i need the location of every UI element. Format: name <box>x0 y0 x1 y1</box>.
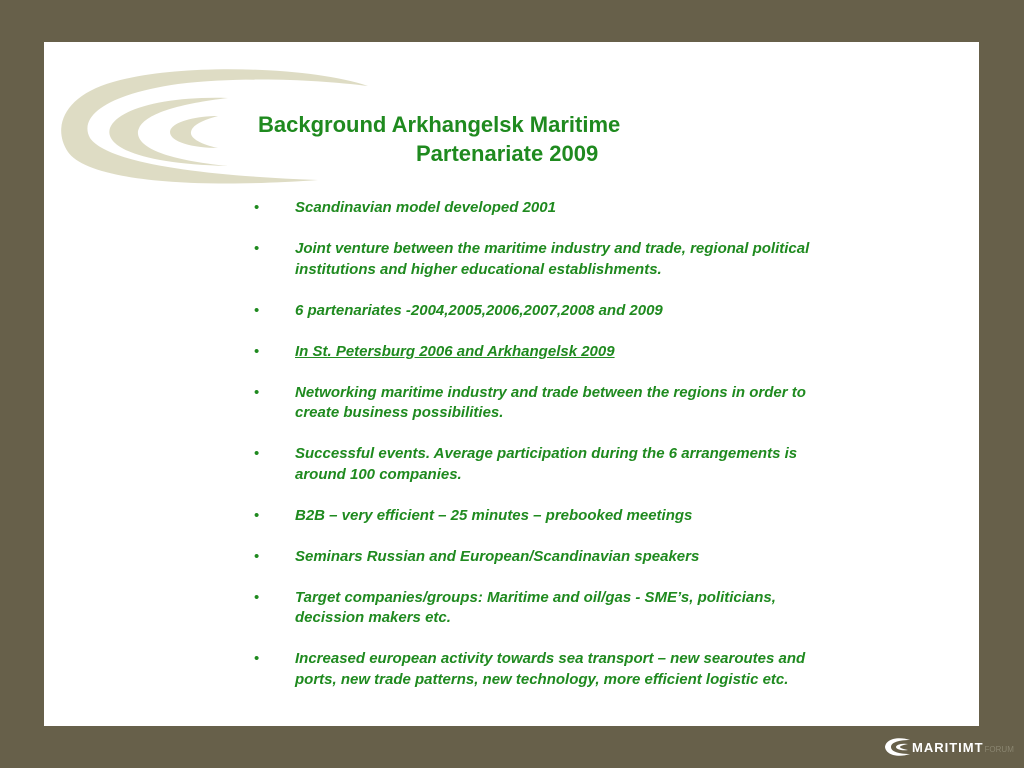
brand-suffix: FORUM <box>984 744 1014 754</box>
bullet-item <box>254 444 814 485</box>
bullet-text: Target companies/groups: Maritime and oil/gas - SME’s, politicians, decission makers etc. <box>295 588 776 626</box>
bullet-item <box>254 649 814 690</box>
bullet-text: Successful events. Average participation during the 6 arrangements is around 100 companies. <box>295 445 798 483</box>
bullet-list <box>254 198 814 711</box>
bullet-text: B2B – very efficient – 25 minutes – prebooked meetings <box>295 506 693 524</box>
bullet-item <box>254 239 814 280</box>
bullet-dot: • <box>254 650 260 667</box>
bullet-text: Scandinavian model developed 2001 <box>295 199 556 216</box>
brand-logo <box>884 737 1014 757</box>
bullet-dot: • <box>254 240 260 257</box>
title-line-2: Partenariate 2009 <box>416 141 599 166</box>
slide-title <box>258 110 620 168</box>
bullet-dot: • <box>254 547 260 565</box>
bullet-dot: • <box>254 383 260 401</box>
bullet-item <box>254 588 814 629</box>
bullet-dot: • <box>254 445 260 462</box>
bullet-text: Increased european activity towards sea transport – new searoutes and ports, new trade patterns, new technology, more efficient logistic etc. <box>295 650 806 688</box>
bullet-item <box>254 342 814 363</box>
bullet-text: Joint venture between the maritime industry and trade, regional political institutions and higher educational establishments. <box>295 240 810 278</box>
slide <box>44 42 979 726</box>
bullet-item <box>254 198 814 219</box>
title-line-1: Background Arkhangelsk Maritime <box>258 112 621 137</box>
brand-name: MARITIMT <box>912 739 984 755</box>
bullet-text: In St. Petersburg 2006 and Arkhangelsk 2009 <box>295 342 615 360</box>
maritimt-logo-icon <box>884 737 912 757</box>
bullet-item <box>254 383 814 424</box>
bullet-text: Seminars Russian and European/Scandinavian speakers <box>295 547 700 565</box>
bullet-dot: • <box>254 588 260 606</box>
bullet-item <box>254 301 814 322</box>
bullet-text: Networking maritime industry and trade between the regions in order to create business possibilities. <box>295 383 806 421</box>
bullet-dot: • <box>254 342 260 360</box>
bullet-text: 6 partenariates -2004,2005,2006,2007,2008 and 2009 <box>295 301 663 319</box>
bullet-dot: • <box>254 301 260 319</box>
bullet-item <box>254 547 814 568</box>
bullet-dot: • <box>254 199 260 216</box>
bullet-item <box>254 506 814 527</box>
bullet-dot: • <box>254 506 260 524</box>
